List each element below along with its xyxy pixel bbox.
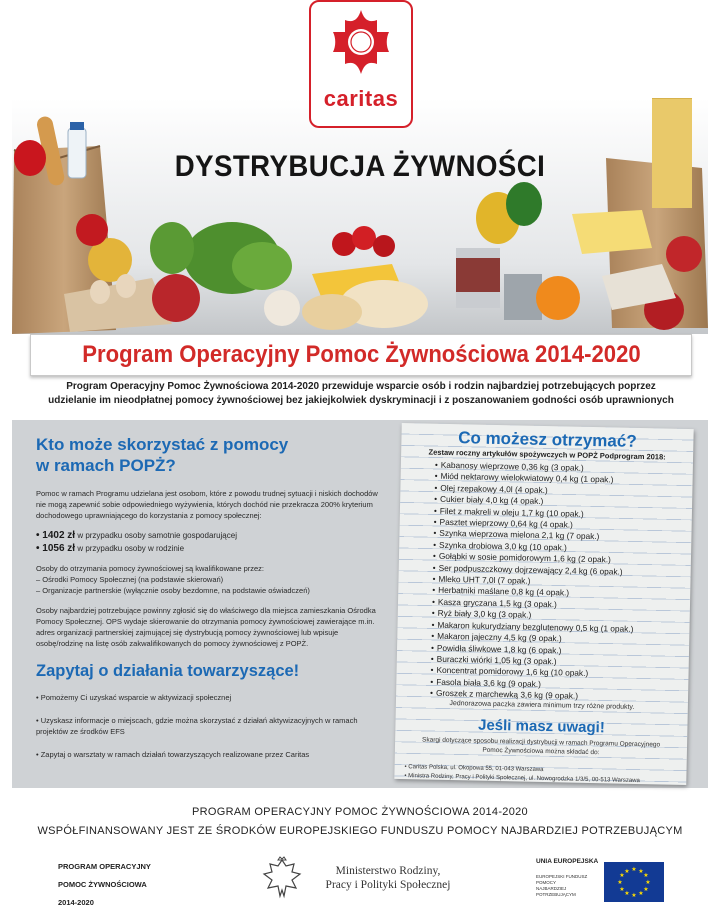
- food-item: • Szynka wieprzowa mielona 2,1 kg (7 opak.): [433, 528, 683, 545]
- qualification-list: Osoby do otrzymania pomocy żywnościowej są kwalifikowane przez: – Ośrodki Pomocy Społecznej (na podstawie skierowań) – Organizacje partnerskie (wyłącznie osoby bezdomne, na podstawie oświadczeń): [36, 564, 310, 595]
- food-item: • Gołąbki w sosie pomidorowym 1,6 kg (2 opak.): [433, 551, 683, 568]
- receive-subheading: Zestaw roczny artykułów spożywczych w POPŻ Podprogram 2018:: [428, 447, 666, 462]
- svg-text:★: ★: [619, 872, 625, 879]
- food-item: • Ser podpuszczkowy dojrzewający 2,4 kg (6 opak.): [433, 562, 683, 579]
- package-note: Jednorazowa paczka zawiera minimum trzy różne produkty.: [449, 700, 635, 711]
- food-item: • Fasola biała 3,6 kg (9 opak.): [430, 676, 680, 693]
- svg-text:★: ★: [631, 892, 637, 899]
- food-item: • Kasza gryczana 1,5 kg (3 opak.): [432, 597, 682, 614]
- caritas-cross-icon: [325, 6, 397, 78]
- ministry-logo: [262, 856, 472, 904]
- ask-list: [36, 692, 386, 760]
- caritas-logo: [309, 0, 413, 128]
- food-item: • Filet z makreli w oleju 1,7 kg (10 opak.): [434, 505, 684, 522]
- program-intro-line-1: Program Operacyjny Pomoc Żywnościowa 2014-2020 przewiduje wsparcie osób i rodzin najbardziej potrzebujących poprzez: [66, 381, 656, 392]
- food-item: • Powidła śliwkowe 1,8 kg (6 opak.): [431, 642, 681, 659]
- ops-paragraph: Osoby najbardziej potrzebujące powinny zgłosić się do właściwego dla miejsca zamieszkania Ośrodka Pomocy Społecznej. OPS wydaje skierowanie do otrzymania pomocy żywnościowej zawierające m.in. adres organizacji partnerskiej zajmującej się dystrybucją pomocy żywnościowej lub wpisuje osobę/rodzinę na listę osób zakwalifikowanych do pomocy żywnościowej z POPŻ.: [36, 606, 376, 648]
- food-item: • Koncentrat pomidorowy 1,6 kg (10 opak.): [430, 665, 680, 682]
- food-item: • Makaron kukurydziany bezglutenowy 0,5 kg (1 opak.): [431, 619, 681, 636]
- svg-text:★: ★: [624, 890, 630, 897]
- ask-item: • Pomożemy Ci uzyskać wsparcie w aktywizacji społecznej: [36, 693, 232, 702]
- food-item: • Buraczki wiórki 1,05 kg (3 opak.): [431, 654, 681, 671]
- svg-text:★: ★: [638, 868, 644, 875]
- footer-funding-line: WSPÓŁFINANSOWANY JEST ZE ŚRODKÓW EUROPEJSKIEGO FUNDUSZU POMOCY NAJBARDZIEJ POTRZEBUJĄCYM: [37, 825, 683, 837]
- food-item: • Cukier biały 4,0 kg (4 opak.): [434, 494, 684, 511]
- program-title-banner: [30, 334, 692, 376]
- program-intro-line-2: udzielanie im nieodpłatnej pomocy żywnościowej bez jakiejkolwiek dyskryminacji i z poszanowaniem godności osób uprawnionych: [48, 395, 674, 406]
- food-item: • Mleko UHT 7,0l (7 opak.): [432, 574, 682, 591]
- receive-heading: Co możesz otrzymać?: [457, 428, 637, 451]
- svg-text:★: ★: [643, 886, 649, 893]
- svg-text:★: ★: [631, 866, 637, 873]
- svg-text:★: ★: [619, 886, 625, 893]
- program-intro: [30, 380, 692, 408]
- income-limits: [36, 529, 386, 555]
- food-item: • Herbatniki maślane 0,8 kg (4 opak.): [432, 585, 682, 602]
- eu-title: UNIA EUROPEJSKA: [536, 858, 599, 865]
- who-heading: Kto może skorzystać z pomocy w ramach POPŻ?: [36, 435, 289, 475]
- food-package-notepad: [394, 423, 693, 785]
- popz-logo-text: PROGRAM OPERACYJNY POMOC ŻYWNOŚCIOWA 2014-2020: [58, 862, 151, 907]
- ask-item: • Uzyskasz informacje o miejscach, gdzie można skorzystać z działań aktywizacyjnych w ramach projektów ze środków EFS: [36, 716, 358, 736]
- address-caritas: • Caritas Polska, ul. Okopowa 55, 01-043 Warszawa: [404, 764, 544, 774]
- page-title: DYSTRYBUCJA ŻYWNOŚCI: [174, 150, 546, 183]
- caritas-wordmark: caritas: [323, 86, 399, 111]
- food-item: • Ryż biały 3,0 kg (3 opak.): [432, 608, 682, 625]
- food-items-list: [430, 460, 685, 705]
- svg-text:★: ★: [638, 890, 644, 897]
- svg-text:★: ★: [645, 879, 651, 886]
- polish-eagle-icon: [262, 856, 302, 902]
- income-single: • 1402 zł w przypadku osoby samotnie gospodarującej: [36, 530, 237, 541]
- address-ministry: • Ministra Rodziny, Pracy i Polityki Społecznej, ul. Nowogrodzka 1/3/5, 00-513 Warszawa: [404, 772, 640, 784]
- food-item: • Pasztet wieprzowy 0,64 kg (4 opak.): [434, 517, 684, 534]
- food-photo-banner: [12, 98, 708, 334]
- food-item: • Miód nektarowy wielokwiatowy 0,4 kg (1 opak.): [435, 471, 685, 488]
- income-family: • 1056 zł w przypadku osoby w rodzinie: [36, 543, 185, 554]
- program-title: Program Operacyjny Pomoc Żywnościowa 2014-2020: [81, 341, 641, 368]
- eu-fund-name: EUROPEJSKI FUNDUSZ POMOCY NAJBARDZIEJ POTRZEBUJĄCYM: [536, 874, 588, 897]
- footer-program-line: PROGRAM OPERACYJNY POMOC ŻYWNOŚCIOWA 2014-2020: [192, 806, 528, 818]
- food-item: • Szynka drobiowa 3,0 kg (10 opak.): [433, 540, 683, 557]
- svg-text:★: ★: [624, 868, 630, 875]
- eu-flag-icon: [604, 862, 664, 902]
- eu-logo: [536, 858, 674, 906]
- left-column: [36, 434, 386, 760]
- svg-text:★: ★: [617, 879, 623, 886]
- who-paragraph: Pomoc w ramach Programu udzielana jest osobom, które z powodu trudnej sytuacji i niskich dochodów nie mogą zapewnić sobie odpowiedniego wyżywienia, których dochód nie przekracza 200% kryterium dochodowego uprawniającego do korzystania z pomocy społecznej:: [36, 489, 378, 520]
- remarks-heading: Jeśli masz uwagi!: [477, 716, 605, 737]
- food-item: • Kabanosy wieprzowe 0,36 kg (3 opak.): [435, 460, 685, 477]
- svg-text:★: ★: [643, 872, 649, 879]
- food-item: • Makaron jajeczny 4,5 kg (9 opak.): [431, 631, 681, 648]
- ask-item: • Zapytaj o warsztaty w ramach działań towarzyszących realizowane przez Caritas: [36, 750, 310, 759]
- remarks-text: Skargi dotyczące sposobu realizacji dystrybucji w ramach Programu Operacyjnego Pomoc Żywnościowa można składać do:: [422, 736, 661, 757]
- food-item: • Olej rzepakowy 4,0l (4 opak.): [434, 482, 684, 499]
- ministry-name: Ministerstwo Rodziny, Pracy i Polityki Społecznej: [325, 865, 451, 891]
- food-item: • Groszek z marchewką 3,6 kg (9 opak.): [430, 688, 680, 705]
- ask-heading: Zapytaj o działania towarzyszące!: [36, 662, 300, 680]
